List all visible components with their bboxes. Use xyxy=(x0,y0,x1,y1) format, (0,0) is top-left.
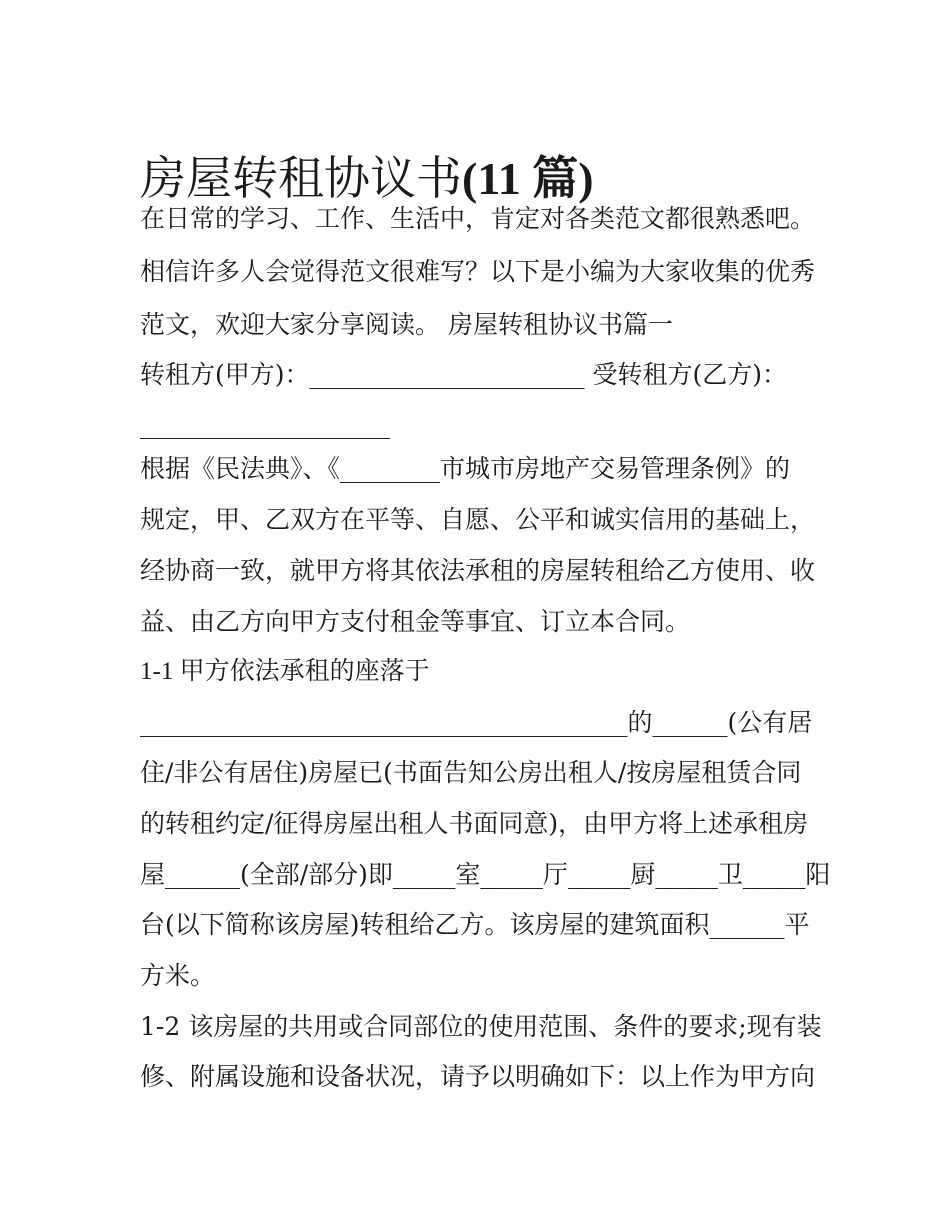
title-main: 房屋转租协议书 xyxy=(140,150,462,205)
text-line: 的转租约定/征得房屋出租人书面同意)，由甲方将上述承租房 xyxy=(140,809,809,838)
text-line: 方米。 xyxy=(140,961,216,990)
clause-heading: 1-1 甲方依法承租的座落于 xyxy=(140,658,430,685)
text-line: 在日常的学习、工作、生活中，肯定对各类范文都很熟悉吧。 xyxy=(140,204,816,233)
text-line: 屋______(全部/部分)即_____室_____厅_____厨_____卫_____阳 xyxy=(140,860,831,889)
text-line: 修、附属设施和设备状况，请予以明确如下：以上作为甲方向 xyxy=(140,1062,816,1091)
text-line: 台(以下简称该房屋)转租给乙方。该房屋的建筑面积______平 xyxy=(140,910,810,939)
text-line: 范文，欢迎大家分享阅读。 房屋转租协议书篇一 xyxy=(140,310,673,339)
text-line: ____________________ xyxy=(140,410,390,439)
text-line: 益、由乙方向甲方支付租金等事宜、订立本合同。 xyxy=(140,607,691,636)
text-line: 转租方(甲方)：______________________ 受转租方(乙方)： xyxy=(140,360,787,389)
title-count: (11 篇) xyxy=(462,152,594,204)
text-line: 规定，甲、乙双方在平等、自愿、公平和诚实信用的基础上， xyxy=(140,505,816,534)
text-line: _______________________________________的______(公有居 xyxy=(140,708,813,737)
text-line: 住/非公有居住)房屋已(书面告知公房出租人/按房屋租赁合同 xyxy=(140,758,802,787)
clause-heading: 1-2 该房屋的共用或合同部位的使用范围、条件的要求;现有装 xyxy=(140,1012,822,1041)
text-line: 经协商一致，就甲方将其依法承租的房屋转租给乙方使用、收 xyxy=(140,556,816,585)
text-line: 相信许多人会觉得范文很难写？以下是小编为大家收集的优秀 xyxy=(140,257,816,286)
text-line: 根据《民法典》、《________市城市房地产交易管理条例》的 xyxy=(140,454,791,483)
